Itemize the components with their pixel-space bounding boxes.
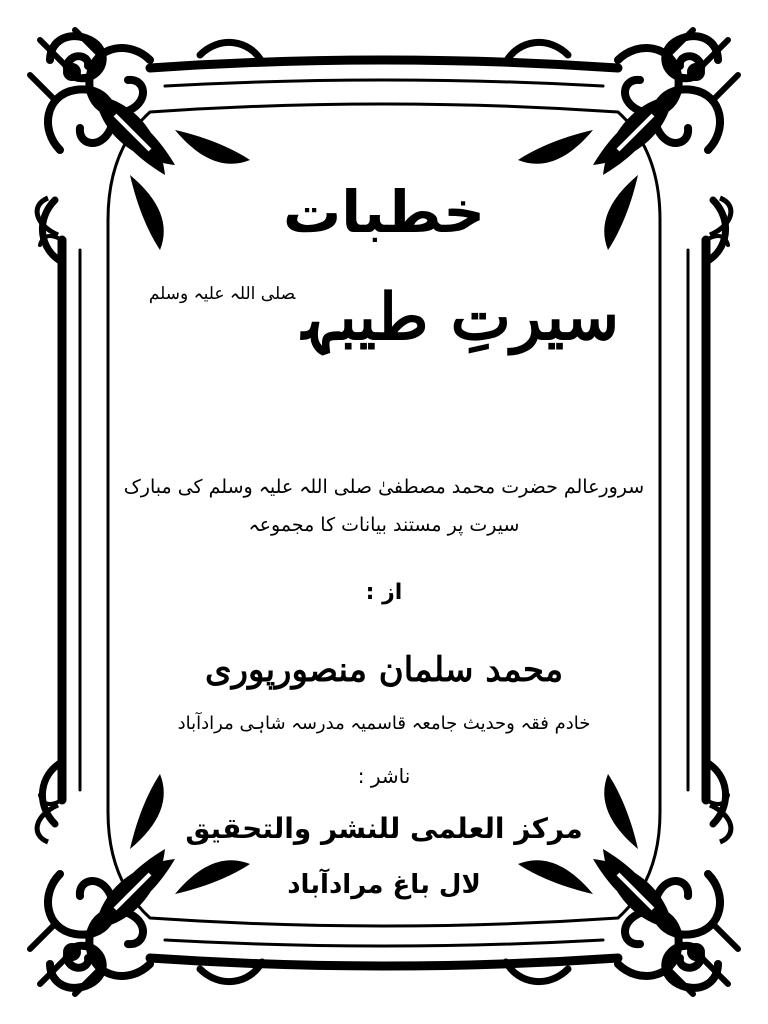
description-line-1: سرورعالم حضرت محمد مصطفیٰ صلی اللہ علیہ وسلم کی مبارک bbox=[123, 476, 645, 498]
subtitle-text: سیرتِ طیبہ bbox=[301, 280, 620, 355]
author-name: محمد سلمان منصورپوری bbox=[204, 650, 564, 690]
description-line-2: سیرت پر مستند بیانات کا مجموعہ bbox=[248, 514, 520, 536]
by-label: از : bbox=[365, 580, 403, 605]
publisher-name: مرکز العلمی للنشر والتحقیق bbox=[185, 812, 583, 845]
side-flourish-left bbox=[37, 198, 58, 842]
cover-content bbox=[110, 150, 658, 910]
honorific-glyph: صلی اللہ علیہ وسلم bbox=[148, 284, 296, 304]
author-description: خادم فقہ وحدیث جامعہ قاسمیہ مدرسہ شاہی مرادآباد bbox=[177, 713, 591, 734]
publisher-label: ناشر : bbox=[357, 764, 411, 788]
book-title: خطبات bbox=[282, 178, 486, 246]
book-subtitle bbox=[110, 280, 658, 355]
side-flourish-right bbox=[710, 198, 731, 842]
publisher-address: لال باغ مرادآباد bbox=[287, 870, 481, 900]
